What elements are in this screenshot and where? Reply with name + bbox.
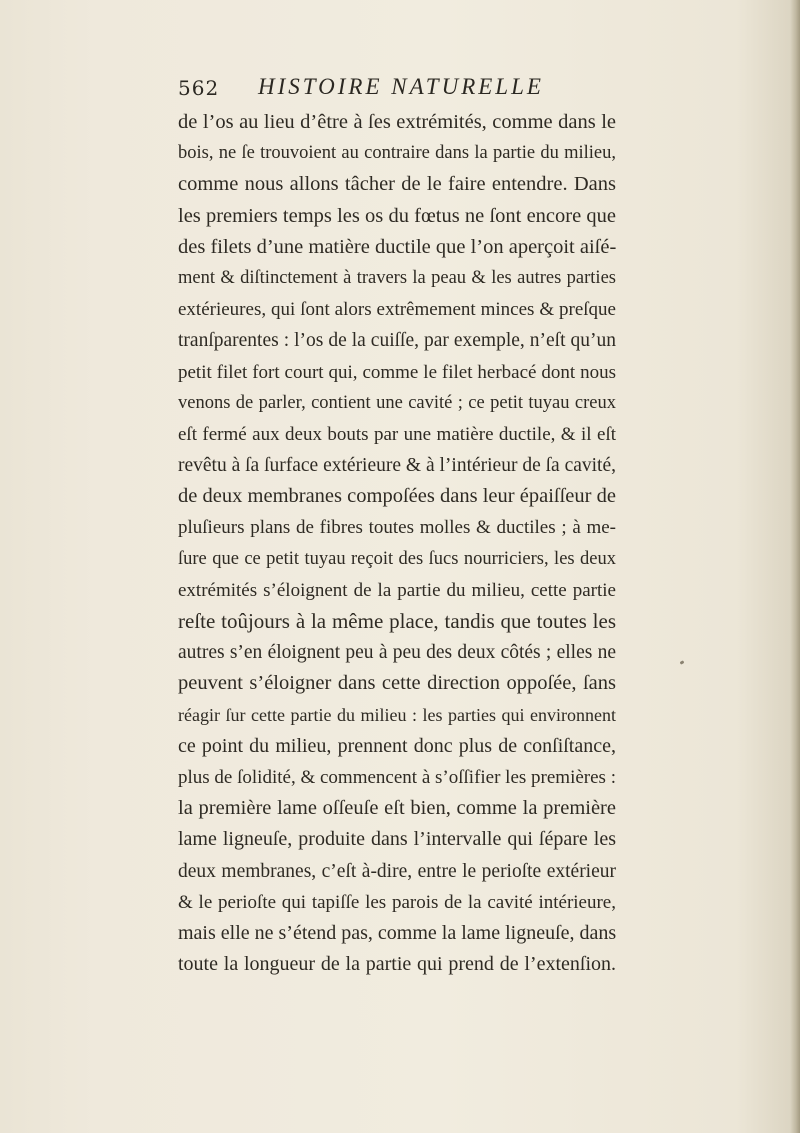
text-line: mais elle ne s’étend pas, comme la lame ligneuſe, dans — [178, 921, 617, 944]
text-line: deux membranes, c’eſt à-dire, entre le perioſte extérieur — [178, 860, 616, 882]
text-line: ſure que ce petit tuyau reçoit des ſucs nourriciers, les deux — [178, 548, 616, 569]
text-line: lame ligneuſe, produite dans l’intervalle qui ſépare les — [178, 828, 616, 851]
page-header — [178, 74, 638, 108]
text-line: la première lame oſſeuſe eſt bien, comme la première — [178, 797, 616, 820]
text-line: eſt fermé aux deux bouts par une matière ductile, & il eſt — [178, 423, 616, 445]
text-line: des filets d’une matière ductile que l’on aperçoit aiſé- — [178, 235, 617, 258]
text-line: comme nous allons tâcher de le faire entendre. Dans — [178, 173, 616, 196]
text-line: tranſparentes : l’os de la cuiſſe, par exemple, n’eſt qu’un — [178, 330, 616, 352]
text-line: & le perioſte qui tapiſſe les parois de la cavité intérieure, — [178, 891, 616, 913]
text-line: de l’os au lieu d’être à ſes extrémités, comme dans le — [178, 111, 616, 133]
text-line: de deux membranes compoſées dans leur épaiſſeur de — [178, 485, 616, 508]
text-line: ce point du milieu, prennent donc plus de conſiſtance, — [178, 734, 616, 757]
text-line: autres s’en éloignent peu à peu des deux côtés ; elles ne — [178, 642, 616, 664]
running-title: HISTOIRE NATURELLE — [258, 74, 544, 99]
text-line: extrémités s’éloignent de la partie du milieu, cette partie — [178, 579, 616, 601]
paper-speck — [680, 660, 685, 665]
body-text — [178, 107, 616, 980]
text-line: réagir ſur cette partie du milieu : les parties qui environnent — [178, 704, 616, 725]
page-number: 562 — [178, 76, 220, 100]
text-line: toute la longueur de la partie qui prend de l’extenſion. — [178, 953, 616, 976]
text-line: les premiers temps les os du fœtus ne ſont encore que — [178, 204, 616, 227]
page-edge-shadow — [790, 0, 800, 1133]
text-line: ment & diſtinctement à travers la peau & les autres parties — [178, 267, 616, 288]
text-line: peuvent s’éloigner dans cette direction oppoſée, ſans — [178, 672, 616, 695]
text-line: revêtu à ſa ſurface extérieure & à l’intérieur de ſa cavité, — [178, 455, 616, 477]
text-line: pluſieurs plans de fibres toutes molles & ductiles ; à me- — [178, 517, 616, 539]
text-line: extérieures, qui ſont alors extrêmement minces & preſque — [178, 299, 616, 321]
text-line: reſte toûjours à la même place, tandis que toutes les — [178, 609, 616, 633]
text-line: bois, ne ſe trouvoient au contraire dans la partie du milieu, — [178, 143, 616, 164]
text-line: venons de parler, contient une cavité ; ce petit tuyau creux — [178, 392, 616, 413]
text-line: plus de ſolidité, & commencent à s’oſſifier les premières : — [178, 766, 616, 788]
text-line: petit filet fort court qui, comme le filet herbacé dont nous — [178, 361, 616, 383]
